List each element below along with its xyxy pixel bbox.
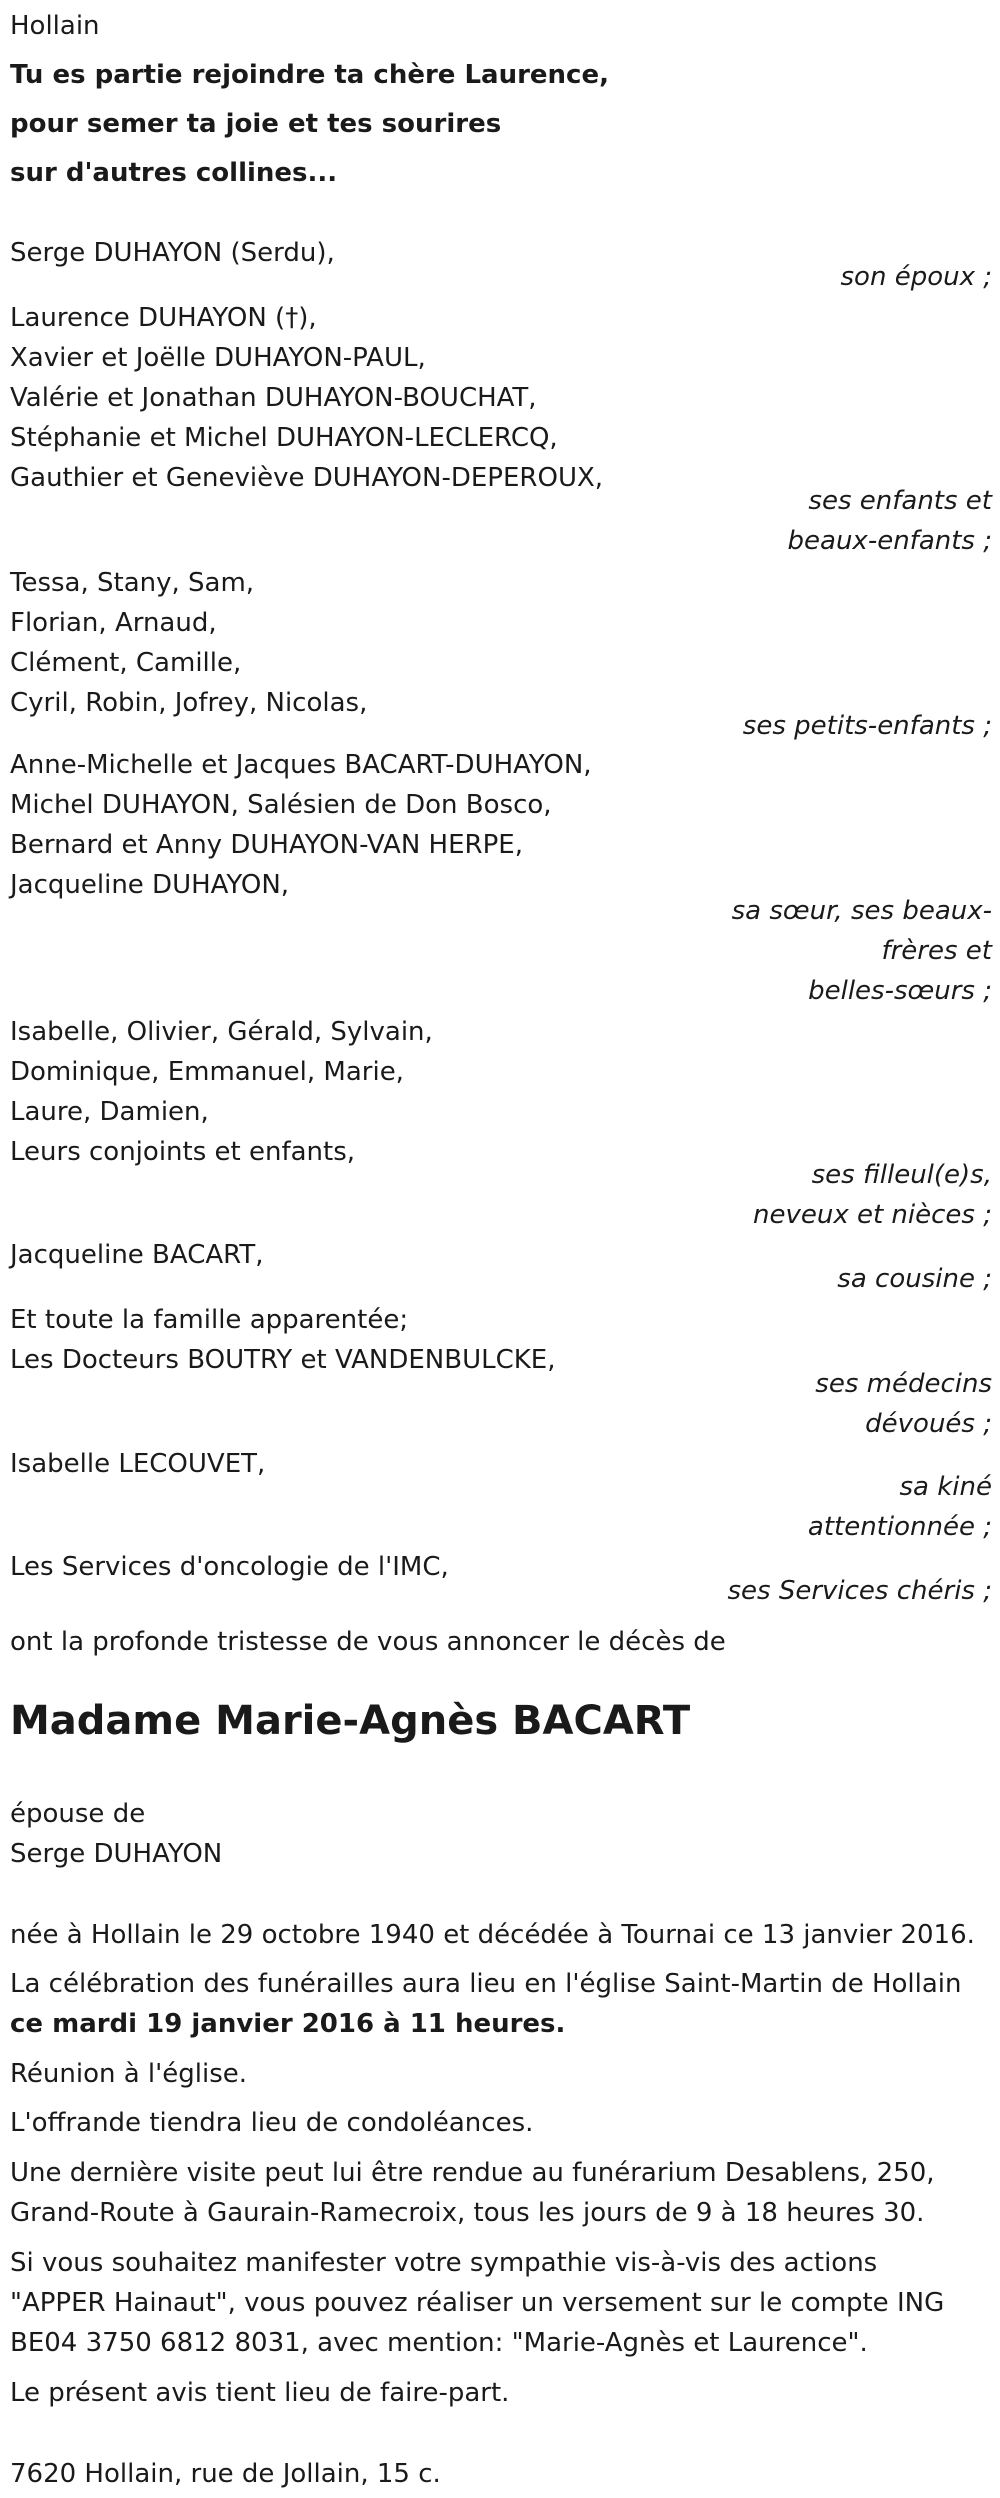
- family-name-line: Laure, Damien,: [10, 1097, 209, 1127]
- visit-line: Une dernière visite peut lui être rendue au funérarium Desablens, 250,: [10, 2158, 935, 2188]
- funeral-line: La célébration des funérailles aura lieu en l'église Saint-Martin de Hollain: [10, 1969, 962, 1999]
- family-name-line: Michel DUHAYON, Salésien de Don Bosco,: [10, 790, 552, 820]
- family-name-line: Isabelle, Olivier, Gérald, Sylvain,: [10, 1017, 433, 1047]
- relation-label: beaux-enfants ;: [787, 526, 992, 556]
- spouse-name: Serge DUHAYON: [10, 1839, 223, 1869]
- family-name-line: Stéphanie et Michel DUHAYON-LECLERCQ,: [10, 423, 558, 453]
- family-name-line: Bernard et Anny DUHAYON-VAN HERPE,: [10, 830, 523, 860]
- family-name-line: Laurence DUHAYON (†),: [10, 303, 317, 333]
- poem-line: pour semer ta joie et tes sourires: [10, 109, 502, 139]
- relation-label: dévoués ;: [865, 1409, 992, 1439]
- relation-label: belles-sœurs ;: [808, 976, 992, 1006]
- relation-label: attentionnée ;: [807, 1512, 992, 1542]
- donation-line: BE04 3750 6812 8031, avec mention: "Marie-Agnès et Laurence".: [10, 2328, 868, 2358]
- visit-line: Grand-Route à Gaurain-Ramecroix, tous les jours de 9 à 18 heures 30.: [10, 2198, 925, 2228]
- relation-label: neveux et nièces ;: [752, 1200, 992, 1230]
- donation-line: "APPER Hainaut", vous pouvez réaliser un versement sur le compte ING: [10, 2288, 945, 2318]
- poem-line: Tu es partie rejoindre ta chère Laurence,: [10, 60, 609, 90]
- family-name-line: Et toute la famille apparentée;: [10, 1305, 409, 1335]
- relation-label: ses petits-enfants ;: [742, 711, 992, 741]
- reunion: Réunion à l'église.: [10, 2059, 248, 2089]
- poem-line: sur d'autres collines...: [10, 158, 338, 188]
- offering: L'offrande tiendra lieu de condoléances.: [10, 2108, 534, 2138]
- donation-line: Si vous souhaitez manifester votre sympathie vis-à-vis des actions: [10, 2248, 878, 2278]
- family-name-line: Jacqueline DUHAYON,: [10, 870, 290, 900]
- family-name-line: Isabelle LECOUVET,: [10, 1449, 266, 1479]
- spouse-line: épouse de: [10, 1799, 146, 1829]
- family-name-line: Cyril, Robin, Jofrey, Nicolas,: [10, 688, 368, 718]
- birth-death: née à Hollain le 29 octobre 1940 et décédée à Tournai ce 13 janvier 2016.: [10, 1920, 975, 1950]
- relation-label: sa cousine ;: [837, 1264, 992, 1294]
- funeral-date: ce mardi 19 janvier 2016 à 11 heures.: [10, 2009, 566, 2039]
- relation-label: sa kiné: [899, 1472, 992, 1502]
- relation-label: frères et: [881, 936, 992, 966]
- relation-label: ses enfants et: [808, 486, 992, 516]
- family-name-line: Leurs conjoints et enfants,: [10, 1137, 356, 1167]
- relation-label: son époux ;: [840, 262, 992, 292]
- family-name-line: Dominique, Emmanuel, Marie,: [10, 1057, 404, 1087]
- family-name-line: Les Services d'oncologie de l'IMC,: [10, 1552, 449, 1582]
- family-name-line: Jacqueline BACART,: [10, 1240, 264, 1270]
- family-name-line: Florian, Arnaud,: [10, 608, 217, 638]
- address: 7620 Hollain, rue de Jollain, 15 c.: [10, 2459, 441, 2489]
- notice: Le présent avis tient lieu de faire-part.: [10, 2378, 510, 2408]
- place-name: Hollain: [10, 11, 100, 41]
- family-name-line: Clément, Camille,: [10, 648, 242, 678]
- deceased-name: Madame Marie-Agnès BACART: [10, 1698, 691, 1744]
- family-name-line: Xavier et Joëlle DUHAYON-PAUL,: [10, 343, 426, 373]
- family-name-line: Les Docteurs BOUTRY et VANDENBULCKE,: [10, 1345, 556, 1375]
- announcement: ont la profonde tristesse de vous annoncer le décès de: [10, 1627, 726, 1657]
- family-name-line: Anne-Michelle et Jacques BACART-DUHAYON,: [10, 750, 592, 780]
- relation-label: ses filleul(e)s,: [811, 1160, 992, 1190]
- family-name-line: Tessa, Stany, Sam,: [10, 568, 255, 598]
- relation-label: sa sœur, ses beaux-: [731, 896, 992, 926]
- relation-label: ses Services chéris ;: [727, 1576, 992, 1606]
- relation-label: ses médecins: [815, 1369, 992, 1399]
- family-name-line: Gauthier et Geneviève DUHAYON-DEPEROUX,: [10, 463, 604, 493]
- family-name-line: Valérie et Jonathan DUHAYON-BOUCHAT,: [10, 383, 537, 413]
- family-name-line: Serge DUHAYON (Serdu),: [10, 238, 335, 268]
